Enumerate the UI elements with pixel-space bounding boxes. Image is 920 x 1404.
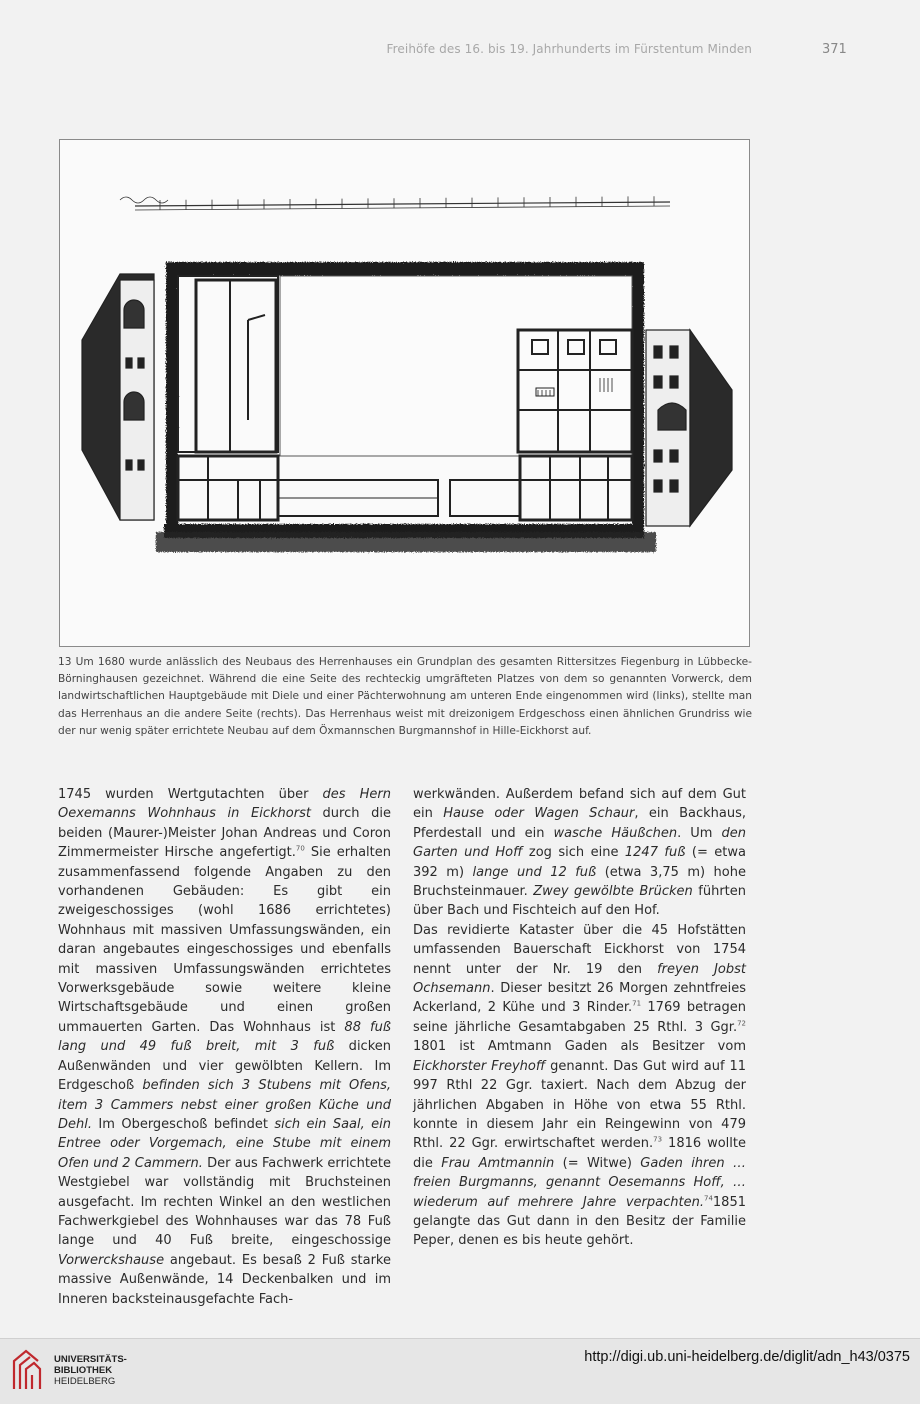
text-run: angebaut. Es besaß 2 Fuß starke massive Außenwände, 14 Deckenbalken und im Inneren backsteinausgefachte Fach-: [58, 1252, 391, 1307]
text-run: Der aus Fachwerk errichtete Westgiebel war vollständig mit Bruchsteinen ausgefacht. Im rechten Winkel an den westlichen Fachwerkgiebel des Wohnhauses war das 78 Fuß lange und 40 Fuß breite, eingeschossige: [58, 1155, 392, 1249]
library-name-line: UNIVERSITÄTS-: [54, 1354, 127, 1365]
text-run: führten über Bach und Fischteich auf den Hof.: [413, 884, 746, 919]
quoted-source-text: befinden sich 3 Stubens mit Ofens, item 3 Cammers nebst einer großen Küche und Dehl.: [58, 1078, 391, 1132]
quoted-source-text: freyen Jobst Ochsemann: [413, 961, 746, 997]
text-run: (= etwa 392 m): [413, 845, 746, 880]
library-name: [54, 1354, 127, 1387]
left-gable-elevation: [82, 274, 154, 520]
text-run: . Dieser besitzt 26 Morgen zehntfreies Ackerland, 2 Kühe und 3 Rinder.: [413, 981, 746, 1016]
text-run: 1769 betragen seine jährliche Gesamtabgaben 25 Rthl. 3 Ggr.: [413, 1000, 746, 1035]
right-gable-elevation: [646, 330, 732, 526]
text-run: genannt. Das Gut wird auf 11 997 Rthl 22 Ggr. taxiert. Nach dem Abzug der jährlichen Abgaben in Höhe von etwa 55 Rthl. konnte in diesem Jahr ein Reingewinn von 479 Rthl. 22 Ggr. erwirtschaftet werden.: [413, 1058, 746, 1152]
quoted-source-text: sich ein Saal, ein Entree oder Vorgemach, eine Stube mit einem Ofen und 2 Cammern.: [58, 1116, 392, 1171]
library-name-line: HEIDELBERG: [54, 1376, 116, 1387]
page-number: 371: [822, 42, 847, 57]
quoted-source-text: Zwey gewölbte Brücken: [533, 884, 693, 900]
footnote-ref: 72: [737, 1019, 746, 1028]
paragraph: [413, 921, 746, 1251]
quoted-source-text: Vorwerckshause: [58, 1252, 165, 1268]
quoted-source-text: den Garten und Hoff: [413, 825, 747, 861]
quoted-source-text: wasche Häußchen: [553, 825, 678, 841]
text-run: Sie erhalten zusammenfassend folgende Angaben zu den vorhandenen Gebäuden: Es gibt ein zweigeschossiges (wohl 1686 errichtetes) Wohnhaus mit massiven Umfassungswänden, ein daran angebautes eingeschossiges und ebenfalls mit massiven Umfassungswänden errichtetes Vorwerksgebäude sowie weitere kleine Wirtschaftsgebäude und einen großen ummauerten Garten. Das Wohnhaus ist: [58, 845, 391, 1035]
floor-plan-drawing: [60, 140, 749, 646]
text-run: 1745 wurden Wertgutachten über: [58, 787, 323, 802]
text-run: dicken Außenwänden und vier gewölbten Kellern. Im Erdgeschoß: [58, 1039, 392, 1094]
text-run: zog sich eine: [522, 845, 625, 861]
figure-caption: 13 Um 1680 wurde anlässlich des Neubaus des Herrenhauses ein Grundplan des gesamten Rittersitzes Fiegenburg in Lübbecke-Börninghausen gezeichnet. Während die eine Seite des rechteckig umgräfteten Platzes von dem so genannten Vorwerck, dem landwirtschaftlichen Hauptgebäude mit Diele und einer Pächterwohnung am unteren Ende eingenommen wird (links), stellte man das Herrenhaus an die andere Seite (rechts). Das Herrenhaus weist mit dreizonigem Erdgeschoss einen ähnlichen Grundriss wie der nur wenig später errichtete Neubau auf dem Öxmannschen Burgmannshof in Hille-Eickhorst auf.: [58, 656, 752, 737]
library-name-line: BIBLIOTHEK: [54, 1365, 113, 1376]
quoted-source-text: lange und 12 fuß: [472, 864, 597, 880]
quoted-source-text: Frau Amtmannin: [441, 1155, 555, 1171]
permalink-url[interactable]: http://digi.ub.uni-heidelberg.de/diglit/adn_h43/0375: [584, 1349, 910, 1365]
text-run: durch die beiden (Maurer-)Meister Johan Andreas und Coron Zimmermeister Hirsche angefertigt.: [58, 806, 391, 861]
figure-floor-plan: [59, 139, 750, 647]
text-run: 1816 wollte die: [413, 1136, 746, 1171]
text-run: 1851 gelangte das Gut dann in den Besitz der Familie Peper, denen es bis heute gehört.: [413, 1194, 746, 1249]
footnote-ref: 71: [632, 1000, 642, 1009]
text-run: . Um: [677, 825, 722, 841]
text-run: , ein Backhaus, Pferdestall und ein: [413, 806, 746, 841]
footnote-ref: 70: [295, 844, 305, 853]
paragraph: [413, 785, 746, 921]
quoted-source-text: 88 fuß lang und 49 fuß breit, mit 3 fuß: [58, 1019, 391, 1055]
text-column-right: [413, 785, 746, 1251]
text-run: 1801 ist Amtmann Gaden als Besitzer vom: [413, 1039, 746, 1055]
text-run: (etwa 3,75 m) hohe Bruchsteinmauer.: [413, 864, 746, 900]
text-column-left: [58, 785, 391, 1309]
quoted-source-text: 1247 fuß: [624, 845, 686, 861]
digitization-footer: [0, 1338, 920, 1404]
text-run: Im Obergeschoß befindet: [92, 1116, 275, 1132]
quoted-source-text: Gaden ihren … freien Burgmanns, genannt Oesemanns Hoff, … wiederum auf mehrere Jahre verpachten.: [413, 1155, 746, 1210]
university-library-logo-icon: [10, 1347, 44, 1393]
text-run: (= Witwe): [554, 1155, 641, 1171]
quoted-source-text: des Hern Oexemanns Wohnhaus in Eickhorst: [58, 787, 392, 822]
scale-bar: [120, 196, 670, 210]
text-run: werkwänden. Außerdem befand sich auf dem Gut ein: [413, 787, 746, 822]
text-run: Das revidierte Kataster über die 45 Hofstätten umfassenden Bauerschaft Eickhorst von 1754 nennt unter der Nr. 19 den: [413, 922, 746, 977]
paragraph: [58, 785, 391, 1309]
footnote-ref: 74: [703, 1194, 713, 1203]
footnote-ref: 73: [653, 1135, 663, 1144]
quoted-source-text: Eickhorster Freyhoff: [413, 1058, 546, 1074]
running-title: Freihöfe des 16. bis 19. Jahrhunderts im Fürstentum Minden: [386, 42, 752, 56]
quoted-source-text: Hause oder Wagen Schaur: [443, 806, 635, 822]
